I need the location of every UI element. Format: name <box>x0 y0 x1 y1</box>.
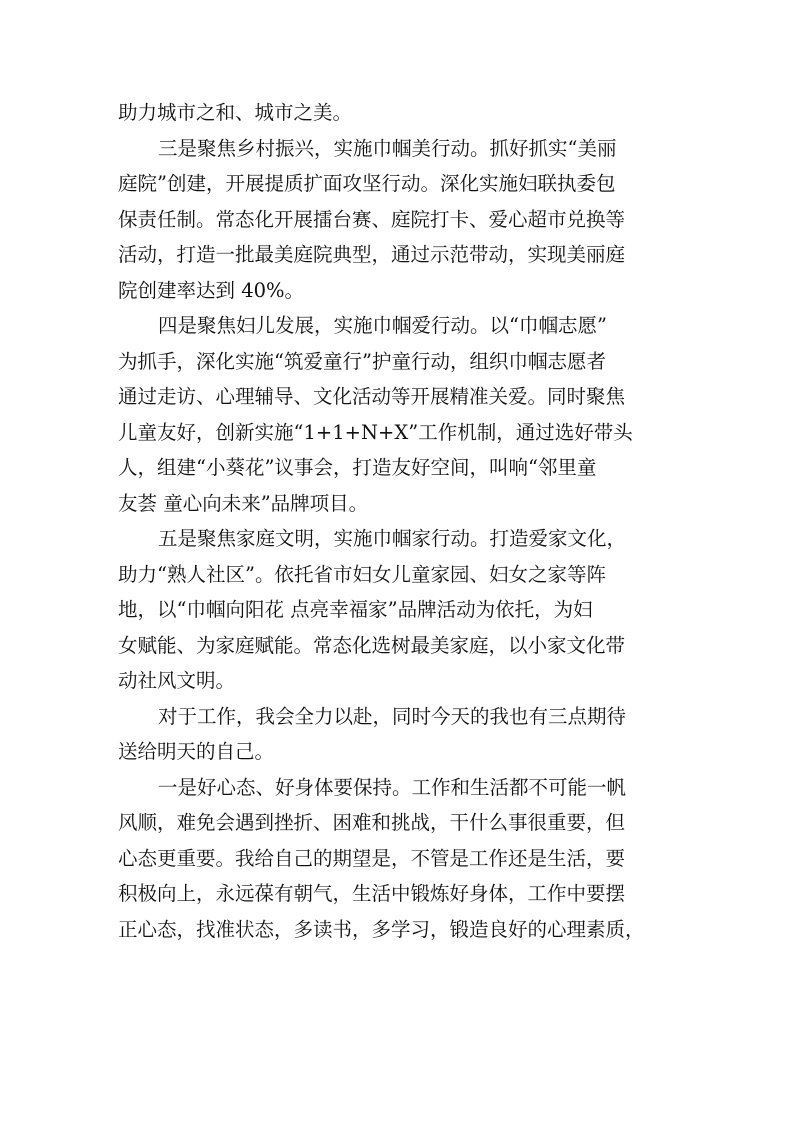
text-line: 人，组建“小葵花”议事会，打造友好空间，叫响“邻里童 <box>118 456 597 479</box>
text-line: 助力城市之和、城市之美。 <box>118 101 353 124</box>
text-line: 助力“熟人社区”。依托省市妇女儿童家园、妇女之家等阵 <box>118 562 606 586</box>
text-line: 送给明天的自己。 <box>118 740 275 763</box>
text-line: 动社风文明。 <box>118 669 236 692</box>
text-line: 四是聚焦妇儿发展，实施巾帼爱行动。以“巾帼志愿” <box>158 314 607 337</box>
text-line: 友荟 童心向未来”品牌项目。 <box>118 491 369 515</box>
text-line: 通过走访、心理辅导、文化活动等开展精准关爱。同时聚焦 <box>118 385 626 408</box>
text-line: 三是聚焦乡村振兴，实施巾帼美行动。抓好抓实“美丽 <box>158 136 617 160</box>
text-line: 庭院”创建，开展提质扩面攻坚行动。深化实施妇联执委包 <box>118 172 616 195</box>
text-line: 五是聚焦家庭文明，实施巾帼家行动。打造爱家文化， <box>158 527 627 550</box>
text-line: 一是好心态、好身体要保持。工作和生活都不可能一帆 <box>158 775 627 799</box>
text-line: 地，以“巾帼向阳花 点亮幸福家”品牌活动为依托，为妇 <box>118 598 593 621</box>
text-line: 女赋能、为家庭赋能。常态化选树最美家庭，以小家文化带 <box>118 633 626 657</box>
text-line: 院创建率达到 40%。 <box>118 278 305 302</box>
text-line: 对于工作，我会全力以赴，同时今天的我也有三点期待 <box>158 704 627 728</box>
text-line: 儿童友好，创新实施“1+1+N+X”工作机制，通过选好带头 <box>118 420 633 444</box>
text-line: 活动，打造一批最美庭院典型，通过示范带动，实现美丽庭 <box>118 243 626 266</box>
text-line: 正心态，找准状态，多读书，多学习，锻造良好的心理素质， <box>118 917 645 941</box>
text-line: 为抓手，深化实施“筑爱童行”护童行动，组织巾帼志愿者 <box>118 349 606 373</box>
text-line: 心态更重要。我给自己的期望是，不管是工作还是生活，要 <box>118 846 626 870</box>
text-line: 积极向上，永远葆有朝气，生活中锻炼好身体，工作中要摆 <box>118 882 626 905</box>
text-line: 保责任制。常态化开展擂台赛、庭院打卡、爱心超市兑换等 <box>118 207 626 231</box>
text-line: 风顺，难免会遇到挫折、困难和挑战，干什么事很重要，但 <box>118 811 626 834</box>
document-page <box>118 95 678 947</box>
